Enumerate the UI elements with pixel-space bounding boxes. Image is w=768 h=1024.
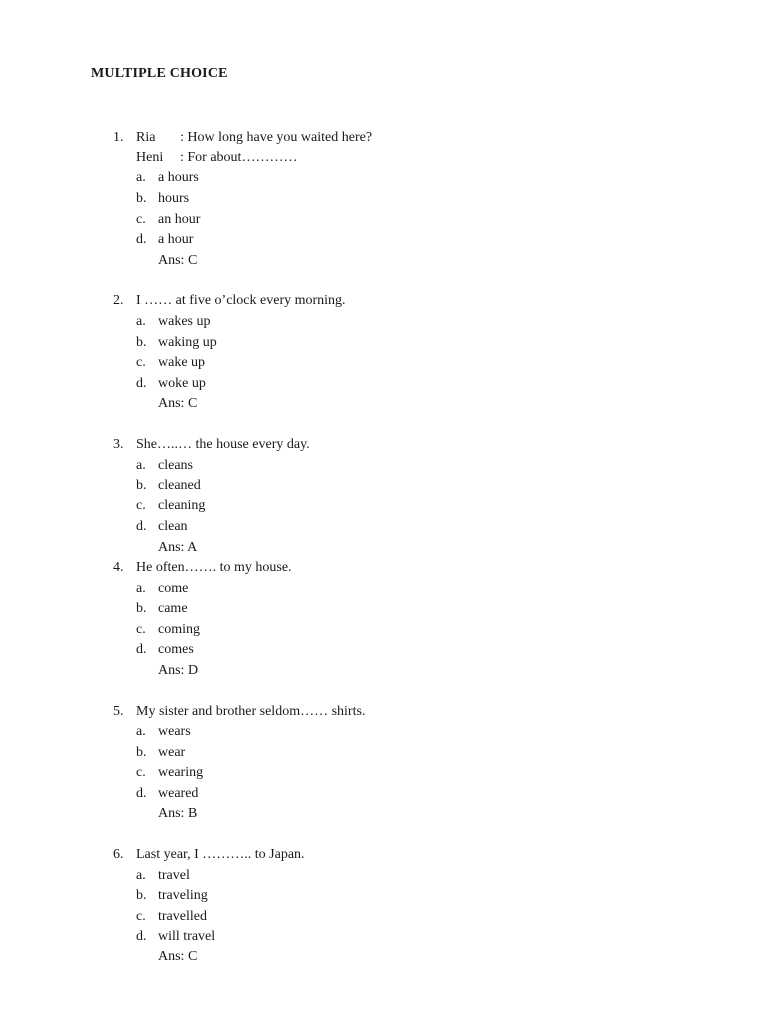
answer-key: Ans: C (158, 949, 198, 964)
option-text: will travel (158, 929, 216, 944)
option-letter: b. (136, 191, 147, 206)
option-letter: d. (136, 376, 147, 391)
option-text: wake up (158, 355, 206, 370)
option-letter: a. (136, 170, 146, 185)
option-text: wears (158, 724, 191, 739)
option-letter: a. (136, 868, 146, 883)
answer-key: Ans: D (158, 663, 199, 678)
option-text: comes (158, 642, 194, 657)
option-letter: a. (136, 314, 146, 329)
option-letter: b. (136, 335, 147, 350)
option-letter: b. (136, 478, 147, 493)
option-letter: c. (136, 909, 146, 924)
question-number: 4. (113, 560, 124, 575)
option-text: wearing (158, 765, 204, 780)
option-letter: b. (136, 745, 147, 760)
answer-key: Ans: C (158, 396, 198, 411)
option-letter: a. (136, 581, 146, 596)
option-letter: c. (136, 355, 146, 370)
option-letter: d. (136, 929, 147, 944)
question-number: 6. (113, 847, 124, 862)
answer-key: Ans: C (158, 253, 198, 268)
question-number: 3. (113, 437, 124, 452)
dialogue-speaker: Ria (136, 130, 156, 145)
option-text: clean (158, 519, 188, 534)
question-text: She…..… the house every day. (136, 437, 310, 452)
option-letter: c. (136, 498, 146, 513)
option-letter: b. (136, 888, 147, 903)
option-text: cleans (158, 458, 193, 473)
option-letter: c. (136, 765, 146, 780)
option-letter: d. (136, 786, 147, 801)
option-text: came (158, 601, 188, 616)
option-text: coming (158, 622, 200, 637)
option-letter: c. (136, 212, 146, 227)
option-letter: d. (136, 519, 147, 534)
option-text: wakes up (158, 314, 211, 329)
dialogue-text: : For about………… (180, 150, 298, 165)
option-text: travel (158, 868, 190, 883)
option-letter: c. (136, 622, 146, 637)
option-text: hours (158, 191, 190, 206)
option-text: come (158, 581, 189, 596)
question-number: 5. (113, 704, 124, 719)
dialogue-speaker: Heni (136, 150, 164, 165)
option-text: cleaned (158, 478, 201, 493)
answer-key: Ans: A (158, 540, 198, 555)
option-letter: b. (136, 601, 147, 616)
option-letter: a. (136, 458, 146, 473)
option-letter: d. (136, 642, 147, 657)
question-text: My sister and brother seldom…… shirts. (136, 704, 366, 719)
question-text: Last year, I ……….. to Japan. (136, 847, 305, 862)
option-letter: a. (136, 724, 146, 739)
option-text: travelled (158, 909, 207, 924)
answer-key: Ans: B (158, 806, 198, 821)
option-text: waking up (158, 335, 217, 350)
dialogue-text: : How long have you waited here? (180, 130, 373, 145)
option-text: a hour (158, 232, 194, 247)
question-number: 1. (113, 130, 124, 145)
option-text: wear (158, 745, 186, 760)
document-title: MULTIPLE CHOICE (91, 66, 228, 81)
option-text: weared (158, 786, 199, 801)
option-text: an hour (158, 212, 201, 227)
option-letter: d. (136, 232, 147, 247)
option-text: traveling (158, 888, 208, 903)
question-text: I …… at five o’clock every morning. (136, 293, 346, 308)
option-text: woke up (158, 376, 206, 391)
option-text: cleaning (158, 498, 206, 513)
option-text: a hours (158, 170, 199, 185)
question-number: 2. (113, 293, 124, 308)
question-text: He often……. to my house. (136, 560, 292, 575)
